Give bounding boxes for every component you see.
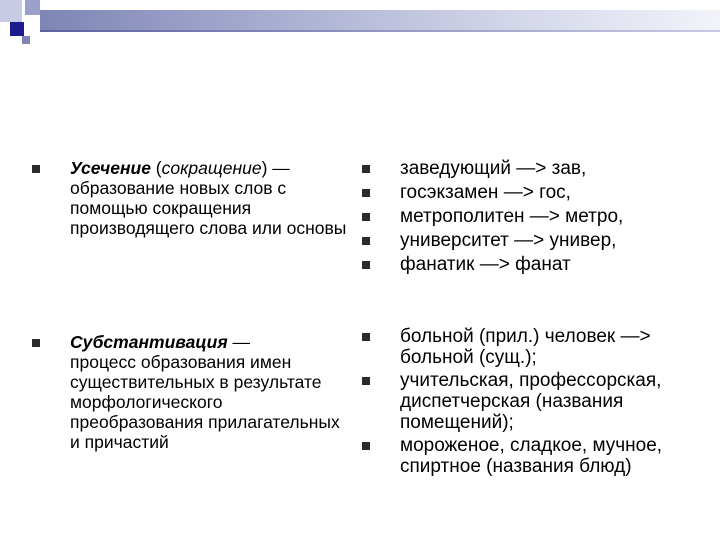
definition-text-substantivation: процесс образования имен существительных в результате морфологического преобразования прилагательных и причастий bbox=[70, 352, 340, 452]
example-text: фанатик —> фанат bbox=[400, 254, 571, 275]
example-text: мороженое, сладкое, мучное, спиртное (названия блюд) bbox=[400, 435, 663, 477]
bullet-icon bbox=[32, 339, 40, 347]
term-truncation: Усечение bbox=[70, 158, 151, 178]
definitions-list-bottom bbox=[32, 332, 352, 452]
examples-list-truncation bbox=[362, 158, 707, 275]
example-item bbox=[362, 230, 707, 251]
bullet-icon bbox=[32, 165, 40, 173]
bullet-icon bbox=[362, 442, 370, 450]
paren-open: ( bbox=[150, 158, 162, 178]
term-synonym: сокращение bbox=[161, 158, 262, 178]
bullet-icon bbox=[362, 333, 370, 341]
example-item bbox=[362, 370, 707, 433]
example-text: больной (прил.) человек —> больной (сущ.); bbox=[400, 326, 651, 368]
deco-square-dark bbox=[10, 22, 24, 36]
example-text: университет —> универ, bbox=[400, 230, 617, 251]
example-item bbox=[362, 326, 707, 368]
bullet-icon bbox=[362, 377, 370, 385]
definition-item-substantivation bbox=[32, 332, 352, 452]
example-item bbox=[362, 182, 707, 203]
example-item bbox=[362, 254, 707, 275]
definitions-list-top bbox=[32, 158, 352, 238]
dash: — bbox=[227, 332, 251, 352]
definition-item-truncation bbox=[32, 158, 352, 238]
bullet-icon bbox=[362, 237, 370, 245]
example-text: учительская, профессорская, диспетчерская (названия помещений); bbox=[400, 370, 662, 433]
definition-text-truncation: образование новых слов с помощью сокращения производящего слова или основы bbox=[70, 178, 347, 238]
deco-square-mid bbox=[25, 0, 40, 15]
bullet-icon bbox=[362, 213, 370, 221]
header-rule bbox=[40, 30, 720, 32]
example-item bbox=[362, 206, 707, 227]
example-item bbox=[362, 158, 707, 179]
header-gradient-band bbox=[40, 10, 720, 32]
example-text: метрополитен —> метро, bbox=[400, 206, 624, 227]
bullet-icon bbox=[362, 261, 370, 269]
example-item bbox=[362, 435, 707, 477]
deco-square-small bbox=[22, 36, 30, 44]
example-text: госэкзамен —> гос, bbox=[400, 182, 571, 203]
deco-square-light bbox=[0, 0, 22, 22]
bullet-icon bbox=[362, 189, 370, 197]
term-substantivation: Субстантивация bbox=[70, 332, 228, 352]
example-text: заведующий —> зав, bbox=[400, 158, 587, 179]
bullet-icon bbox=[362, 165, 370, 173]
examples-list-substantivation bbox=[362, 326, 707, 477]
paren-close: ) — bbox=[261, 158, 290, 178]
